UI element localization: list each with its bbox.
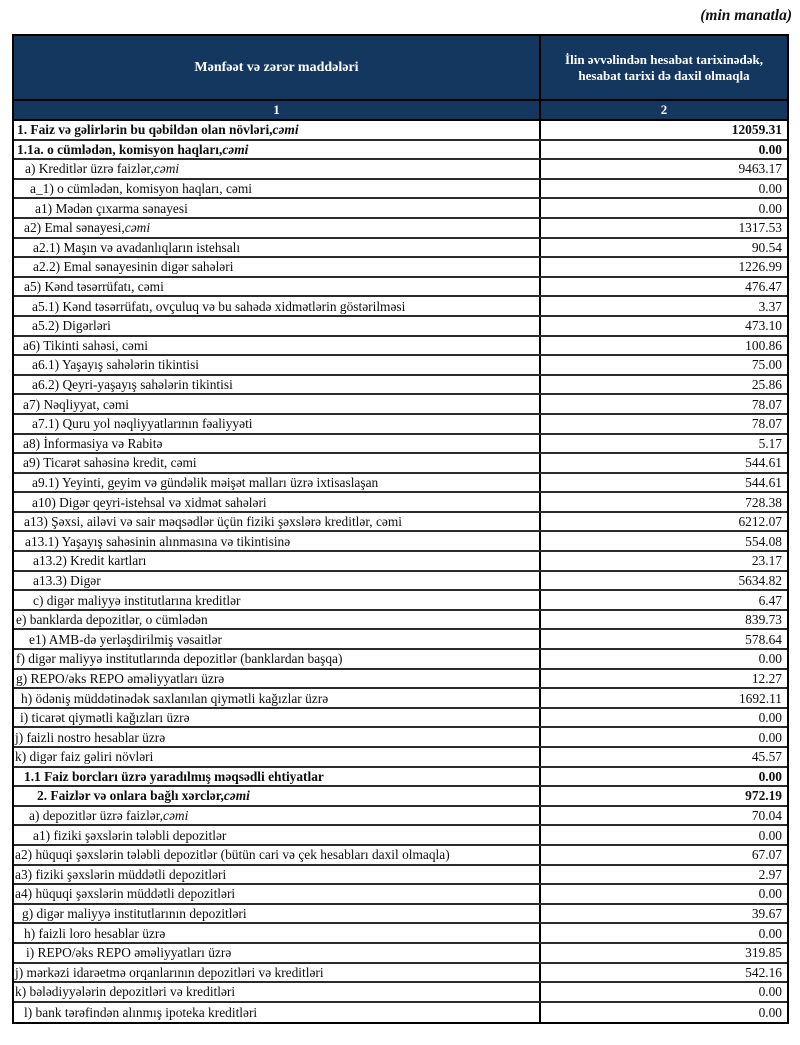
table-row — [14, 846, 787, 866]
table-row — [14, 278, 787, 298]
row-value: 578.64 — [539, 630, 787, 648]
table-row — [14, 944, 787, 964]
row-label: a8) İnformasiya və Rabitə — [23, 435, 163, 451]
column-number-row — [14, 101, 787, 121]
table-row — [14, 924, 787, 944]
table-row — [14, 356, 787, 376]
row-label: 1. Faiz və gəlirlərin bu qəbildən olan növləri, cəmi — [17, 122, 299, 138]
row-value: 25.86 — [539, 376, 787, 394]
table-row — [14, 866, 787, 886]
table-row — [14, 885, 787, 905]
row-label: a2) hüquqi şəxslərin tələbli depozitlər (bütün cari və çek hesabları daxil olmaqla) — [15, 847, 450, 863]
table-row — [14, 258, 787, 278]
table-row — [14, 532, 787, 552]
row-value: 839.73 — [539, 611, 787, 629]
row-value: 67.07 — [539, 846, 787, 864]
table-row — [14, 650, 787, 670]
row-value: 1317.53 — [539, 219, 787, 237]
row-value: 6212.07 — [539, 513, 787, 531]
row-label: f) digər maliyyə institutlarında depozitlər (banklardan başqa) — [16, 651, 343, 667]
row-value: 0.00 — [539, 924, 787, 942]
table-row — [14, 121, 787, 141]
row-value: 5.17 — [539, 435, 787, 453]
row-value: 0.00 — [539, 768, 787, 786]
row-value: 544.61 — [539, 474, 787, 492]
table-row — [14, 983, 787, 1003]
row-value: 473.10 — [539, 317, 787, 335]
table-row — [14, 689, 787, 709]
row-label: a) depozitlər üzrə faizlər, cəmi — [29, 808, 189, 824]
column-number-2: 2 — [539, 101, 787, 119]
row-value: 78.07 — [539, 395, 787, 413]
row-value: 554.08 — [539, 532, 787, 550]
row-value: 78.07 — [539, 415, 787, 433]
table-row — [14, 160, 787, 180]
row-value: 1226.99 — [539, 258, 787, 276]
row-value: 90.54 — [539, 239, 787, 257]
table-row — [14, 415, 787, 435]
row-value: 75.00 — [539, 356, 787, 374]
table-row — [14, 591, 787, 611]
column-header-items: Mənfəət və zərər maddələri — [194, 59, 359, 75]
row-label: c) digər maliyyə institutlarına kreditlər — [33, 592, 241, 608]
table-row — [14, 513, 787, 533]
row-value: 6.47 — [539, 591, 787, 609]
row-label: e) banklarda depozitlər, o cümlədən — [16, 612, 208, 628]
table-row — [14, 180, 787, 200]
row-label: a5) Kənd təsərrüfatı, cəmi — [24, 279, 164, 295]
table-row — [14, 395, 787, 415]
row-value: 476.47 — [539, 278, 787, 296]
row-label: i) ticarət qiymətli kağızları üzrə — [20, 710, 190, 726]
table-row — [14, 826, 787, 846]
row-label-italic-suffix: cəmi — [223, 788, 250, 804]
row-value: 0.00 — [539, 728, 787, 746]
row-value: 2.97 — [539, 866, 787, 884]
row-value: 70.04 — [539, 807, 787, 825]
table-row — [14, 905, 787, 925]
table-row — [14, 807, 787, 827]
table-body — [14, 121, 787, 1022]
row-label-italic-suffix: cəmi — [163, 808, 189, 824]
column-header-period: İlin əvvəlindən hesabat tarixinədək, hesabat tarixi də daxil olmaqla — [539, 36, 787, 99]
row-value: 0.00 — [539, 826, 787, 844]
row-label: k) digər faiz gəliri növləri — [15, 749, 154, 765]
row-label: a6.1) Yaşayış sahələrin tikintisi — [32, 357, 199, 373]
row-label: a6.2) Qeyri-yaşayış sahələrin tikintisi — [32, 377, 233, 393]
table-row — [14, 141, 787, 161]
table-row — [14, 219, 787, 239]
table-row — [14, 435, 787, 455]
table-row — [14, 748, 787, 768]
table-row — [14, 768, 787, 788]
row-value: 39.67 — [539, 905, 787, 923]
table-row — [14, 572, 787, 592]
unit-note: (min manatla) — [700, 7, 792, 24]
table-row — [14, 317, 787, 337]
row-label: a13) Şəxsi, ailəvi və sair məqsədlər üçün fiziki şəxslərə kreditlər, cəmi — [24, 514, 402, 530]
table-row — [14, 670, 787, 690]
table-header-row — [14, 36, 787, 101]
row-label: g) digər maliyyə institutlarının depozitləri — [22, 906, 247, 922]
row-label: a13.1) Yaşayış sahəsinin alınmasına və tikintisinə — [25, 533, 291, 549]
row-value: 0.00 — [539, 199, 787, 217]
row-value: 0.00 — [539, 180, 787, 198]
row-value: 45.57 — [539, 748, 787, 766]
row-value: 0.00 — [539, 650, 787, 668]
row-label-italic-suffix: cəmi — [124, 220, 151, 236]
row-value: 0.00 — [539, 1003, 787, 1023]
row-label: a13.3) Digər — [33, 572, 101, 588]
row-label: a9.1) Yeyinti, geyim və gündəlik məişət malları üzrə ixtisaslaşan — [32, 474, 379, 490]
table-row — [14, 728, 787, 748]
row-value: 5634.82 — [539, 572, 787, 590]
row-label: 2. Faizlər və onlara bağlı xərclər, cəmi — [37, 788, 250, 804]
row-label: g) REPO/əks REPO əməliyyatları üzrə — [16, 670, 225, 686]
table-row — [14, 630, 787, 650]
row-label-italic-suffix: cəmi — [272, 122, 299, 138]
row-label: 1.1 Faiz borcları üzrə yaradılmış məqsədli ehtiyatlar — [24, 768, 324, 784]
row-label: e1) AMB-də yerləşdirilmiş vəsaitlər — [29, 631, 222, 647]
row-label: j) mərkəzi idarəetmə orqanlarının depozitləri və kreditləri — [15, 964, 324, 980]
row-label: a2.1) Maşın və avadanlıqların istehsalı — [33, 239, 241, 255]
row-value: 12.27 — [539, 670, 787, 688]
table-row — [14, 454, 787, 474]
row-label: a4) hüquqi şəxslərin müddətli depozitləri — [15, 886, 236, 902]
row-label: a7) Nəqliyyat, cəmi — [23, 396, 129, 412]
row-label-italic-suffix: cəmi — [222, 141, 249, 157]
table-row — [14, 199, 787, 219]
row-label: i) REPO/əks REPO əməliyyatları üzrə — [26, 945, 232, 961]
row-value: 542.16 — [539, 964, 787, 982]
row-label: j) faizli nostro hesablar üzrə — [15, 729, 166, 745]
table-row — [14, 709, 787, 729]
row-label: a) Kreditlər üzrə faizlər, cəmi — [25, 161, 180, 177]
row-label: h) ödəniş müddətinədək saxlanılan qiymətli kağızlar üzrə — [21, 690, 329, 706]
row-value: 3.37 — [539, 297, 787, 315]
row-value: 1692.11 — [539, 689, 787, 707]
table-row — [14, 493, 787, 513]
row-label: a1) fiziki şəxslərin tələbli depozitlər — [33, 827, 227, 843]
table-row — [14, 552, 787, 572]
row-value: 9463.17 — [539, 160, 787, 178]
table-row — [14, 611, 787, 631]
row-label: a5.2) Digərləri — [32, 318, 111, 334]
row-value: 0.00 — [539, 141, 787, 159]
row-label: a1) Mədən çıxarma sənayesi — [35, 200, 188, 216]
row-label: a7.1) Quru yol nəqliyyatlarının fəaliyyəti — [32, 416, 253, 432]
row-value: 23.17 — [539, 552, 787, 570]
row-value: 972.19 — [539, 787, 787, 805]
row-value: 544.61 — [539, 454, 787, 472]
row-label: a13.2) Kredit kartları — [33, 553, 147, 569]
table-row — [14, 239, 787, 259]
table-row — [14, 376, 787, 396]
row-value: 319.85 — [539, 944, 787, 962]
table-row — [14, 964, 787, 984]
table-row — [14, 297, 787, 317]
table-row — [14, 1003, 787, 1023]
row-value: 12059.31 — [539, 121, 787, 139]
row-label: a_1) o cümlədən, komisyon haqları, cəmi — [30, 181, 252, 197]
column-number-1: 1 — [273, 102, 280, 117]
row-label: a2.2) Emal sənayesinin digər sahələri — [33, 259, 234, 275]
row-label: a5.1) Kənd təsərrüfatı, ovçuluq və bu sahədə xidmətlərin göstərilməsi — [32, 298, 406, 314]
row-value: 0.00 — [539, 885, 787, 903]
table-row — [14, 474, 787, 494]
table-row — [14, 337, 787, 357]
row-label: a9) Ticarət sahəsinə kredit, cəmi — [23, 455, 197, 471]
row-label: 1.1a. o cümlədən, komisyon haqları, cəmi — [17, 141, 249, 157]
row-label: l) bank tərəfindən alınmış ipoteka kreditləri — [24, 1005, 258, 1021]
row-label: a3) fiziki şəxslərin müddətli depozitləri — [15, 866, 227, 882]
profit-loss-table — [12, 34, 789, 1024]
row-label: k) bələdiyyələrin depozitləri və kreditləri — [15, 984, 236, 1000]
row-value: 728.38 — [539, 493, 787, 511]
row-label: a6) Tikinti sahəsi, cəmi — [23, 337, 148, 353]
row-value: 0.00 — [539, 709, 787, 727]
row-label: a2) Emal sənayesi, cəmi — [24, 220, 151, 236]
row-value: 100.86 — [539, 337, 787, 355]
row-label: a10) Digər qeyri-istehsal və xidmət sahələri — [32, 494, 267, 510]
row-label-italic-suffix: cəmi — [153, 161, 180, 177]
table-row — [14, 787, 787, 807]
row-label: h) faizli loro hesablar üzrə — [24, 925, 166, 941]
row-value: 0.00 — [539, 983, 787, 1001]
